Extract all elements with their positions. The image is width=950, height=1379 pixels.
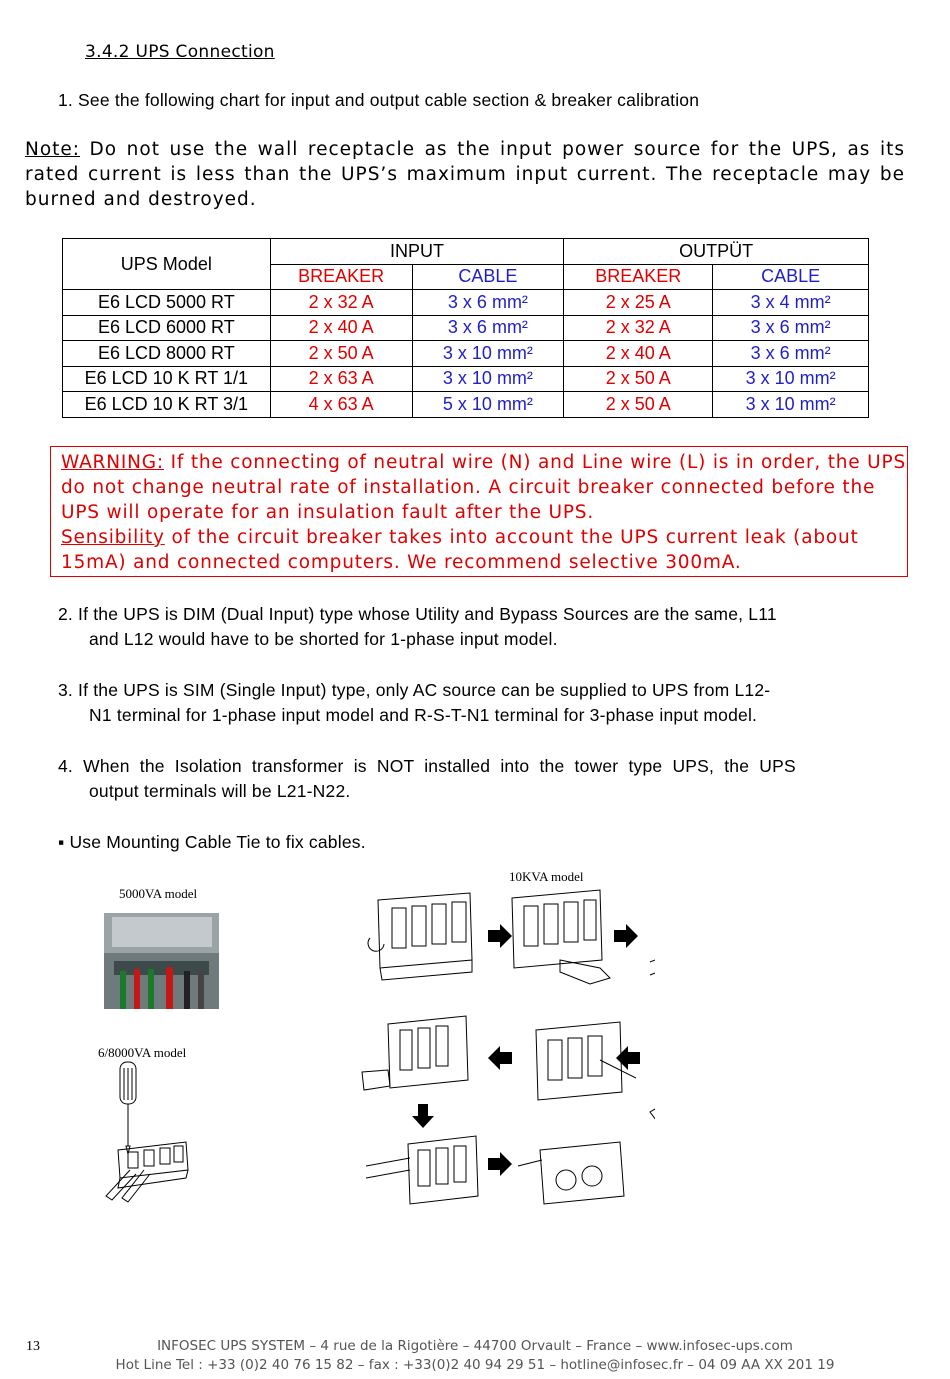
- item-4: [58, 754, 908, 804]
- item-3: [58, 678, 908, 728]
- sensibility-label: Sensibility: [61, 527, 165, 548]
- arrow-left-icon: [488, 1046, 512, 1070]
- cell-model: E6 LCD 5000 RT: [63, 290, 271, 316]
- arrow-down-icon: [412, 1104, 434, 1128]
- item-2-line-2: and L12 would have to be shorted for 1-phase input model.: [89, 629, 558, 649]
- cable-breaker-table: [62, 238, 869, 418]
- cell-input-breaker: 2 x 40 A: [270, 315, 412, 341]
- cell-input-breaker: 2 x 32 A: [270, 290, 412, 316]
- step-3-cable-gland: [650, 905, 655, 975]
- footer-line-2: Hot Line Tel : +33 (0)2 40 76 15 82 – fax : +33(0)2 40 94 29 51 – hotline@infosec.fr – 04 09 AA XX 201 19: [115, 1357, 835, 1373]
- cell-output-cable: 3 x 10 mm²: [713, 366, 869, 392]
- cell-model: E6 LCD 10 K RT 1/1: [63, 366, 271, 392]
- item-3-line-1: 3. If the UPS is SIM (Single Input) type, only AC source can be supplied to UPS from L12-: [58, 680, 771, 700]
- cell-input-cable: 3 x 6 mm²: [412, 290, 564, 316]
- note-label: Note:: [25, 139, 81, 160]
- step-6-terminal: [362, 1016, 468, 1090]
- section-heading: 3.4.2 UPS Connection: [85, 42, 275, 62]
- subheader-input-cable: CABLE: [412, 264, 564, 290]
- item-2-line-1: 2. If the UPS is DIM (Dual Input) type whose Utility and Bypass Sources are the same, L11: [58, 604, 777, 624]
- table-row: [63, 392, 869, 418]
- step-8-cover: [518, 1142, 624, 1204]
- table-row: [63, 341, 869, 367]
- warning-box: [50, 446, 908, 577]
- note-paragraph: [25, 137, 905, 212]
- table-row: [63, 290, 869, 316]
- cell-input-cable: 5 x 10 mm²: [412, 392, 564, 418]
- note-text: Do not use the wall receptacle as the input power source for the UPS, as its rated current is less than the UPS’s maximum input current. The receptacle may be burned and destroyed.: [25, 139, 905, 210]
- cell-input-breaker: 4 x 63 A: [270, 392, 412, 418]
- cell-output-breaker: 2 x 40 A: [564, 341, 713, 367]
- cell-output-breaker: 2 x 32 A: [564, 315, 713, 341]
- step-1-terminal: [368, 893, 472, 980]
- header-input: INPUT: [270, 239, 564, 265]
- drawing-10kva-sequence: [355, 880, 655, 1210]
- subheader-output-breaker: BREAKER: [564, 264, 713, 290]
- sensibility-text: of the circuit breaker takes into account the UPS current leak (about 15mA) and connected computers. We recommend selective 300mA.: [61, 527, 859, 573]
- page-number: 13: [26, 1339, 40, 1354]
- arrow-right-icon: [488, 1152, 512, 1176]
- cell-model: E6 LCD 6000 RT: [63, 315, 271, 341]
- cell-output-cable: 3 x 10 mm²: [713, 392, 869, 418]
- arrow-right-icon: [488, 924, 512, 948]
- item-3-line-2: N1 terminal for 1-phase input model and R-S-T-N1 terminal for 3-phase input model.: [89, 705, 758, 725]
- cell-model: E6 LCD 8000 RT: [63, 341, 271, 367]
- cell-input-breaker: 2 x 50 A: [270, 341, 412, 367]
- cell-output-cable: 3 x 6 mm²: [713, 341, 869, 367]
- warning-label: WARNING:: [61, 452, 164, 473]
- arrow-right-icon: [614, 924, 638, 948]
- cell-output-breaker: 2 x 25 A: [564, 290, 713, 316]
- item-1: 1. See the following chart for input and output cable section & breaker calibration: [58, 90, 700, 110]
- item-4-line-1: 4. When the Isolation transformer is NOT installed into the tower type UPS, the UPS: [58, 756, 796, 776]
- table-row: [63, 315, 869, 341]
- header-output: OUTPÜT: [564, 239, 869, 265]
- cell-input-cable: 3 x 10 mm²: [412, 341, 564, 367]
- footer-line-1: INFOSEC UPS SYSTEM – 4 rue de la Rigotière – 44700 Orvault – France – www.infosec-ups.com: [157, 1338, 793, 1354]
- caption-6-8000va: 6/8000VA model: [98, 1045, 187, 1060]
- drawing-6-8000va-terminal: [98, 1060, 198, 1205]
- subheader-input-breaker: BREAKER: [270, 264, 412, 290]
- cell-input-breaker: 2 x 63 A: [270, 366, 412, 392]
- warning-text: If the connecting of neutral wire (N) and Line wire (L) is in order, the UPS do not change neutral rate of installation. A circuit breaker connected before the UPS will operate for an insulation fault after the UPS.: [61, 452, 907, 523]
- cell-output-cable: 3 x 6 mm²: [713, 315, 869, 341]
- cell-output-breaker: 2 x 50 A: [564, 392, 713, 418]
- cell-output-breaker: 2 x 50 A: [564, 366, 713, 392]
- caption-10kva: 10KVA model: [509, 869, 584, 884]
- item-4-line-2: output terminals will be L21-N22.: [89, 781, 351, 801]
- step-4-terminal: [650, 1014, 655, 1120]
- header-ups-model: UPS Model: [63, 239, 271, 290]
- step-2-terminal: [512, 890, 610, 984]
- photo-5000va-terminal: [104, 913, 219, 1009]
- caption-5000va: 5000VA model: [119, 886, 198, 901]
- cell-input-cable: 3 x 10 mm²: [412, 366, 564, 392]
- cell-input-cable: 3 x 6 mm²: [412, 315, 564, 341]
- cell-output-cable: 3 x 4 mm²: [713, 290, 869, 316]
- table-row: [63, 366, 869, 392]
- step-7-terminal: [366, 1136, 478, 1204]
- bullet-cable-tie: ▪ Use Mounting Cable Tie to fix cables.: [58, 832, 366, 852]
- subheader-output-cable: CABLE: [713, 264, 869, 290]
- cell-model: E6 LCD 10 K RT 3/1: [63, 392, 271, 418]
- item-2: [58, 602, 908, 652]
- arrow-left-icon: [616, 1046, 640, 1070]
